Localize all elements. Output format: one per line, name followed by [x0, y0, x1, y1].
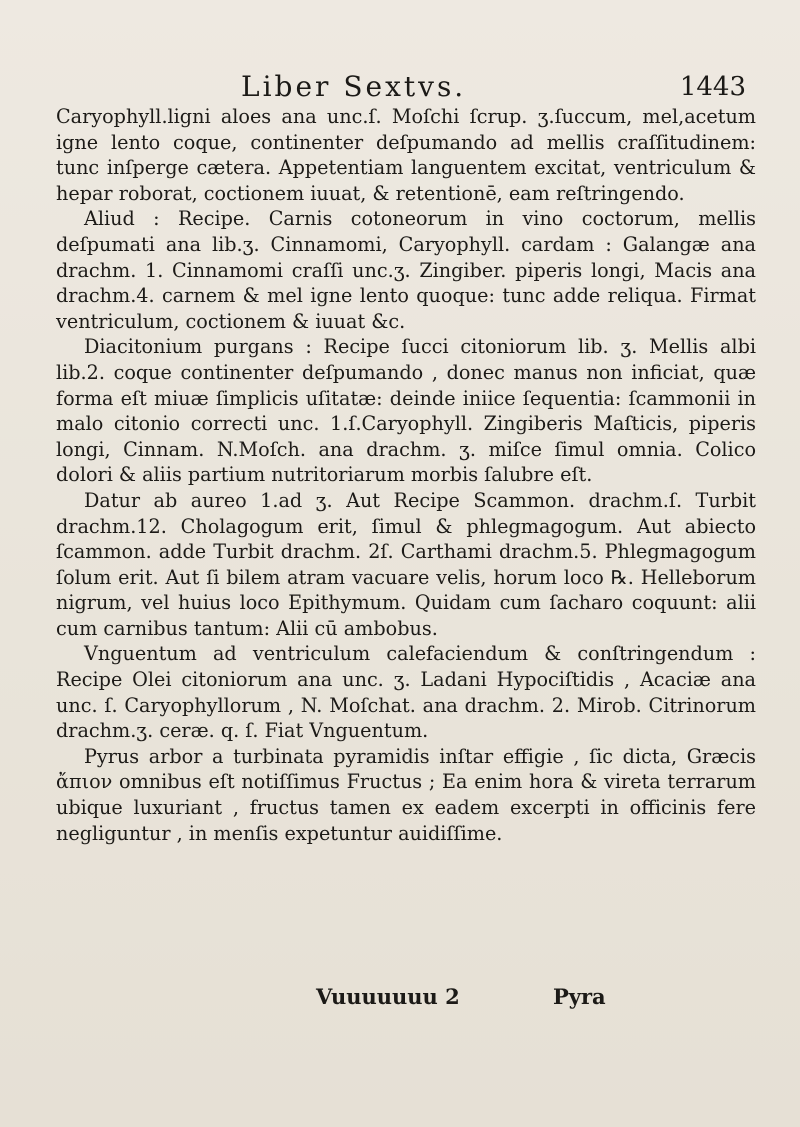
paragraph-datur: Datur ab aureo 1.ad ʒ. Aut Recipe Scammon. drachm.ſ. Turbit drachm.12. Cholagogum erit, ſimul & phlegmagogum. Aut abiecto ſcammon. adde Turbit drachm. 2ſ. Carthami drachm.5. Phlegmagogum ſolum erit. Aut ſi bilem atram vacuare velis, horum loco ℞. Helleborum nigrum, vel huius loco Epithymum. Quidam cum ſacharo coquunt: alii cum carnibus tantum: Alii cū ambobus. — [56, 488, 756, 640]
paragraph-vnguentum: Vnguentum ad ventriculum calefaciendum & conſtringendum : Recipe Olei citoniorum ana unc. ʒ. Ladani Hypociſtidis , Acaciæ ana unc. ſ. Caryophyllorum , N. Moſchat. ana drachm. 2. Mirob. Citrinorum drachm.ʒ. ceræ. q. ſ. Fiat Vnguentum. — [56, 642, 756, 743]
running-head: Liber Sextvs. — [241, 70, 467, 103]
paragraph-aliud: Aliud : Recipe. Carnis cotoneorum in vino coctorum, mellis deſpumati ana lib.ʒ. Cinnamomi, Caryophyll. cardam : Galangæ ana drachm. 1. Cinnamomi craſſi unc.ʒ. Zingiber. piperis longi, Macis ana drachm.4. carnem & mel igne lento quoque: tunc adde reliqua. Firmat ventriculum, coctionem & iuuat &c. — [56, 207, 756, 333]
paragraph-diacitonium: Diacitonium purgans : Recipe ſucci citoniorum lib. ʒ. Mellis albi lib.2. coque continenter deſpumando , donec manus non inficiat, quæ forma eſt miuæ ſimplicis uſitatæ: deinde iniice ſequentia: ſcammonii in malo citonio correcti unc. 1.ſ.Caryophyll. Zingiberis Maſticis, piperis longi, Cinnam. N.Moſch. ana drachm. ʒ. miſce ſimul omnia. Colico dolori & aliis partium nutritoriarum morbis ſalubre eſt. — [56, 335, 756, 487]
body-text — [56, 104, 756, 846]
paragraph-pyrus: Pyrus arbor a turbinata pyramidis inſtar effigie , ſic dicta, Græcis ἄπιον omnibus eſt notiſſimus Fructus ; Ea enim hora & vireta terrarum ubique luxuriant , fructus tamen ex eadem excerpti in officinis fere negliguntur , in menſis expetuntur auidiſſime. — [56, 744, 756, 845]
paragraph-caryophyll: Caryophyll.ligni aloes ana unc.ſ. Moſchi ſcrup. ʒ.ſuccum, mel,acetum igne lento coque, continenter deſpumando ad mellis craſſitudinem: tunc inſperge cætera. Appetentiam languentem excitat, ventriculum & hepar roborat, coctionem iuuat, & retentionē, eam reſtringendo. — [56, 105, 756, 205]
page-number: 1443 — [679, 72, 746, 102]
signature-mark: Vuuuuuuu 2 — [316, 984, 460, 1009]
catchword: Pyra — [553, 984, 606, 1009]
